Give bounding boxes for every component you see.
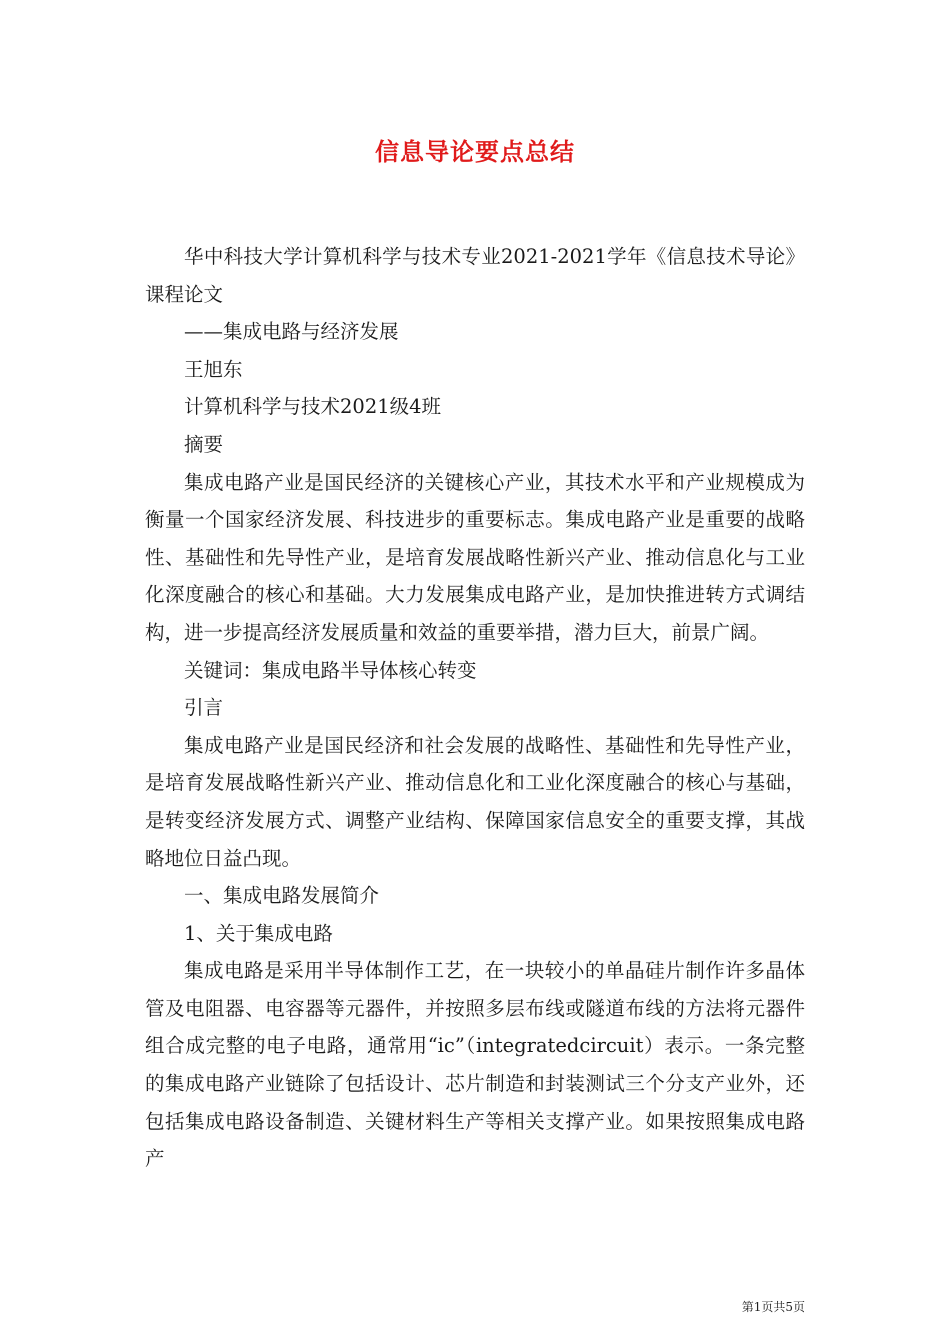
paragraph-intro-heading: 引言 (184, 696, 224, 720)
paragraph-keywords: 关键词：集成电路半导体核心转变 (184, 658, 477, 682)
paragraph-ic-description: 集成电路是采用半导体制作工艺，在一块较小的单晶硅片制作许多晶体管及电阻器、电容器等元器件，并按照多层布线或隧道布线的方法将元器件组合成完整的电子电路，通常用“ic”（integratedcircuit）表示。一条完整的集成电路产业链除了包括设计、芯片制造和封装测试三个分支产业外，还包括集成电路设备制造、关键材料生产等相关支撑产业。如果按照集成电路产 (145, 959, 805, 1171)
paragraph-subtitle: ——集成电路与经济发展 (184, 320, 399, 344)
paragraph-course-info: 华中科技大学计算机科学与技术专业2021-2021学年《信息技术导论》课程论文 (145, 245, 805, 306)
paragraph-intro: 集成电路产业是国民经济和社会发展的战略性、基础性和先导性产业，是培育发展战略性新兴产业、推动信息化和工业化深度融合的核心与基础，是转变经济发展方式、调整产业结构、保障国家信息安全的重要支撑，其战略地位日益凸现。 (145, 733, 805, 870)
document-body (145, 238, 805, 1178)
paragraph-subsection-heading: 1、关于集成电路 (184, 921, 333, 945)
paragraph-abstract: 集成电路产业是国民经济的关键核心产业，其技术水平和产业规模成为衡量一个国家经济发展、科技进步的重要标志。集成电路产业是重要的战略性、基础性和先导性产业，是培育发展战略性新兴产业、推动信息化与工业化深度融合的核心和基础。大力发展集成电路产业，是加快推进转方式调结构，进一步提高经济发展质量和效益的重要举措，潜力巨大，前景广阔。 (145, 470, 805, 644)
paragraph-abstract-heading: 摘要 (184, 432, 224, 456)
document-title: 信息导论要点总结 (375, 138, 575, 166)
paragraph-class: 计算机科学与技术2021级4班 (184, 395, 442, 419)
paragraph-section-heading: 一、集成电路发展简介 (184, 884, 380, 908)
page-footer: 第1页共5页 (741, 1300, 805, 1314)
paragraph-author: 王旭东 (184, 357, 243, 381)
